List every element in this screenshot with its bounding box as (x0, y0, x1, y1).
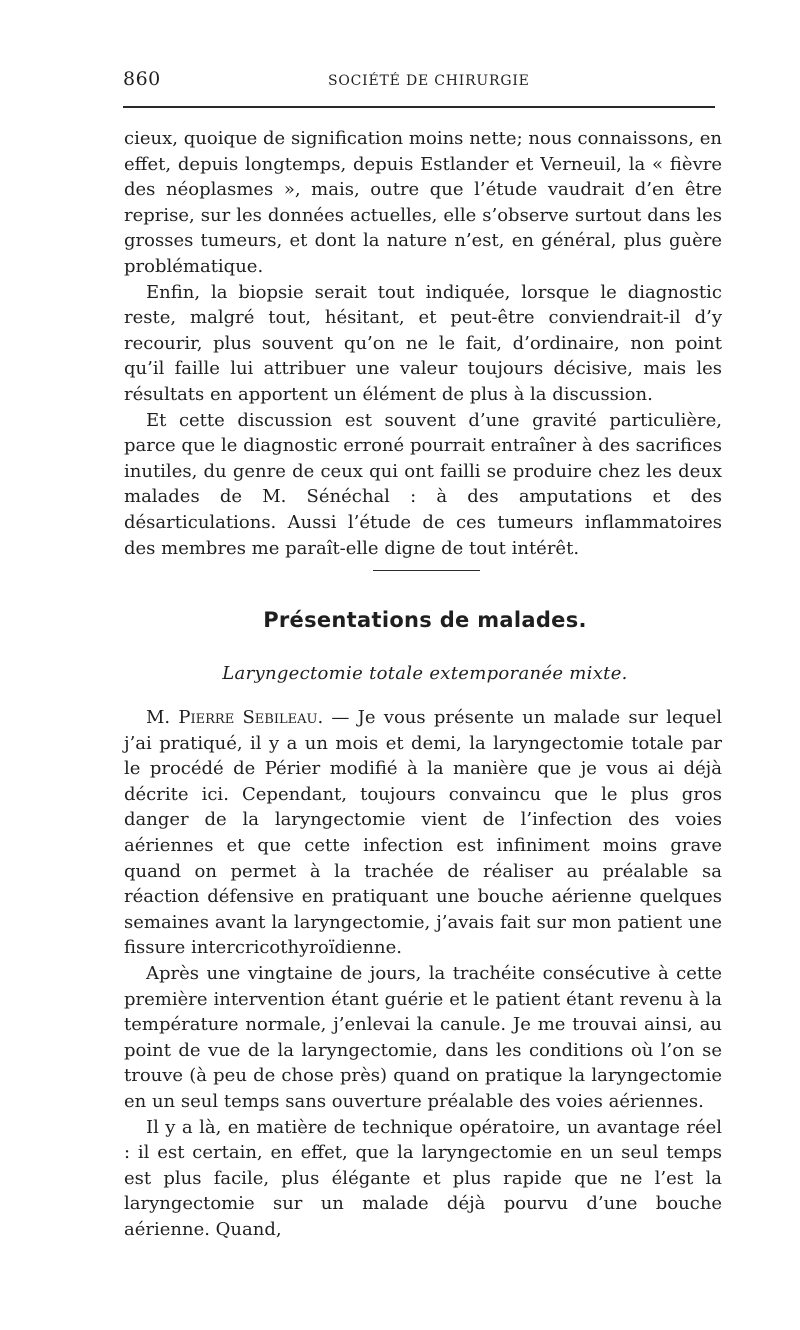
speaker-name: Pierre Sebileau (178, 707, 318, 728)
body-text-top (124, 126, 722, 561)
paragraph-text: Je vous présente un malade sur lequel j’ai pratiqué, il y a un mois et demi, la laryngectomie totale par le procédé de Périer modifié à la manière que je vous ai déjà décrite ici. Cependant, toujours convaincu que le plus gros danger de la laryngectomie vient de l’infection des voies aériennes et que cette infection est infiniment moins grave quand on permet à la trachée de réaliser au préalable sa réaction défensive en pratiquant une bouche aérienne quelques semaines avant la laryngectomie, j’avais fait sur mon patient une fissure intercricothyroïdienne. (124, 707, 723, 959)
paragraph: cieux, quoique de signification moins nette; nous connaissons, en effet, depuis longtemps, depuis Estlander et Verneuil, la « fièvre des néoplasmes », mais, outre que l’étude vaudrait d’en être reprise, sur les données actuelles, elle s’observe surtout dans les grosses tumeurs, et dont la nature n’est, en général, plus guère problématique. (124, 128, 722, 277)
section-title: Présentations de malades. (263, 608, 587, 632)
paragraph: Il y a là, en matière de technique opératoire, un avantage réel : il est certain, en effet, que la laryngectomie en un seul temps est plus facile, plus élégante et plus rapide que ne l’est la laryngectomie sur un malade déjà pourvu d’une bouche aérienne. Quand, (124, 1116, 722, 1240)
section-subtitle: Laryngectomie totale extemporanée mixte. (222, 663, 628, 684)
running-head (123, 68, 723, 94)
running-title: SOCIÉTÉ DE CHIRURGIE (328, 73, 530, 89)
header-rule (123, 106, 715, 108)
section-separator (373, 570, 480, 571)
paragraph (124, 705, 722, 961)
body-text-bottom (124, 705, 722, 1242)
page-number: 860 (123, 68, 161, 90)
paragraph: Après une vingtaine de jours, la trachéite consécutive à cette première intervention étant guérie et le patient étant revenu à la température normale, j’enlevai la canule. Je me trouvai ainsi, au point de vue de la laryngectomie, dans les conditions où l’on se trouve (à peu de chose près) quand on pratique la laryngectomie en un seul temps sans ouverture préalable des voies aériennes. (124, 962, 722, 1112)
speaker-prefix: M. (146, 707, 179, 728)
speaker-dash: . — (317, 707, 358, 728)
paragraph: Et cette discussion est souvent d’une gravité particulière, parce que le diagnostic erroné pourrait entraîner à des sacrifices inutiles, du genre de ceux qui ont failli se produire chez les deux malades de M. Sénéchal : à des amputations et des désarticulations. Aussi l’étude de ces tumeurs inflammatoires des membres me paraît-elle digne de tout intérêt. (124, 409, 722, 559)
paragraph: Enfin, la biopsie serait tout indiquée, lorsque le diagnostic reste, malgré tout, hésitant, et peut-être conviendrait-il d’y recourir, plus souvent qu’on ne le fait, d’ordinaire, non point qu’il faille lui attribuer une valeur toujours décisive, mais les résultats en apportent un élément de plus à la discussion. (124, 281, 722, 405)
